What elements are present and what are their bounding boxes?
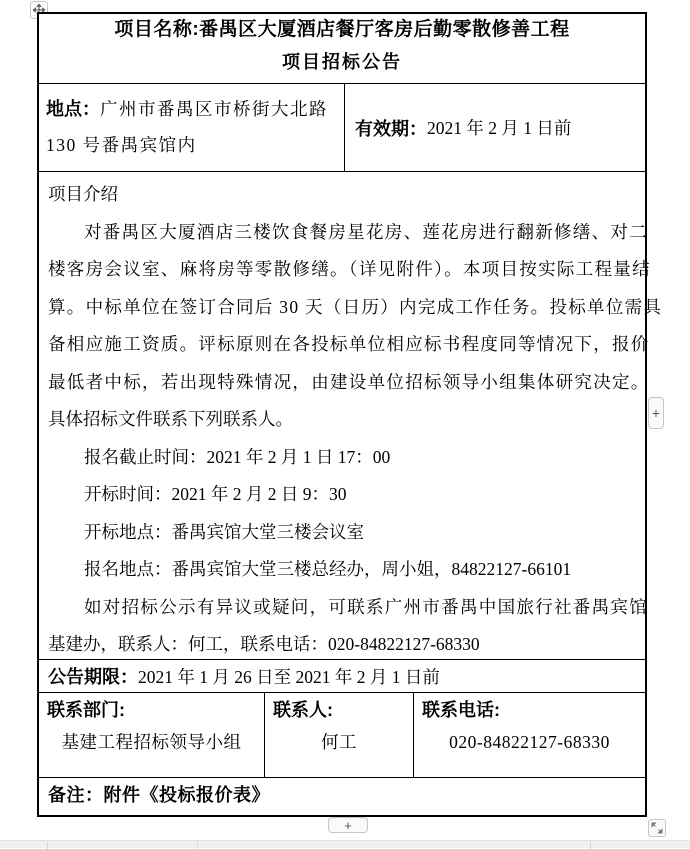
bid-opening-time-line: 开标时间：2021 年 2 月 2 日 9：30 [84, 484, 347, 504]
intro-line: 具体招标文件联系下列联系人。 [48, 409, 293, 429]
title-row [39, 14, 645, 84]
table-resize-handle[interactable] [648, 819, 666, 837]
notice-period-row [39, 660, 645, 693]
contact-person-label: 联系人: [273, 700, 333, 720]
contact-dept-label: 联系部门: [47, 700, 125, 720]
remark-label: 备注： [48, 785, 104, 805]
objection-line: 如对招标公示有异议或疑问，可联系广州市番禺中国旅行社番禺宾馆 [84, 596, 648, 617]
add-row-button[interactable] [328, 817, 368, 833]
location-value: 广州市番禺区市桥街大北路 130 号番禺宾馆内 [46, 99, 328, 155]
location-validity-row [39, 84, 645, 172]
bid-opening-place-line: 开标地点：番禺宾馆大堂三楼会议室 [84, 521, 364, 542]
intro-line: 最低者中标，若出现特殊情况，由建设单位招标领导小组集体研究决定。 [48, 371, 650, 392]
validity-cell [345, 84, 645, 171]
intro-line: 对番禺区大厦酒店三楼饮食餐房星花房、莲花房进行翻新修缮、对二 [84, 221, 648, 242]
contact-person-cell [265, 693, 414, 777]
remark-row [39, 778, 645, 810]
plus-icon: + [344, 817, 352, 833]
objection-line-cont: 基建办，联系人：何工，联系电话：020-84822127-68330 [48, 634, 480, 654]
contact-row [39, 693, 645, 778]
notice-period-value: 2021 年 1 月 26 日至 2021 年 2 月 1 日前 [138, 666, 440, 687]
project-name-title: 项目名称:番禺区大厦酒店餐厅客房后勤零散修善工程 [114, 19, 570, 40]
signup-place-line: 报名地点：番禺宾馆大堂三楼总经办，周小姐，84822127-66101 [84, 559, 572, 579]
intro-heading: 项目介绍 [48, 184, 118, 204]
project-intro-cell [39, 172, 663, 660]
remark-value: 附件《投标报价表》 [103, 785, 270, 805]
contact-phone-value: 020-84822127-68330 [449, 732, 610, 752]
tender-notice-table [37, 12, 663, 817]
plus-icon: + [651, 405, 661, 421]
intro-line: 算。中标单位在签订合同后 30 天（日历）内完成工作任务。投标单位需具 [48, 296, 663, 317]
contact-dept-cell [39, 693, 265, 777]
intro-line: 楼客房会议室、麻将房等零散修缮。（详见附件）。本项目按实际工程量结 [48, 259, 651, 279]
announcement-title: 项目招标公告 [282, 52, 402, 72]
contact-phone-cell [414, 693, 645, 777]
location-label: 地点： [46, 99, 100, 119]
status-strip [0, 840, 690, 848]
signup-deadline-line: 报名截止时间：2021 年 2 月 1 日 17：00 [84, 446, 391, 467]
contact-phone-label: 联系电话: [422, 700, 500, 720]
diagonal-resize-icon [651, 822, 663, 834]
contact-person-value: 何工 [321, 732, 357, 752]
validity-value: 2021 年 2 月 1 日前 [427, 118, 572, 138]
validity-label: 有效期： [355, 118, 427, 139]
notice-period-label: 公告期限： [48, 667, 138, 687]
add-column-button[interactable] [648, 397, 664, 429]
contact-dept-value: 基建工程招标领导小组 [61, 732, 242, 752]
location-cell [39, 84, 345, 171]
intro-line: 备相应施工资质。评标原则在各投标单位相应标书程度同等情况下，报价 [48, 334, 650, 354]
